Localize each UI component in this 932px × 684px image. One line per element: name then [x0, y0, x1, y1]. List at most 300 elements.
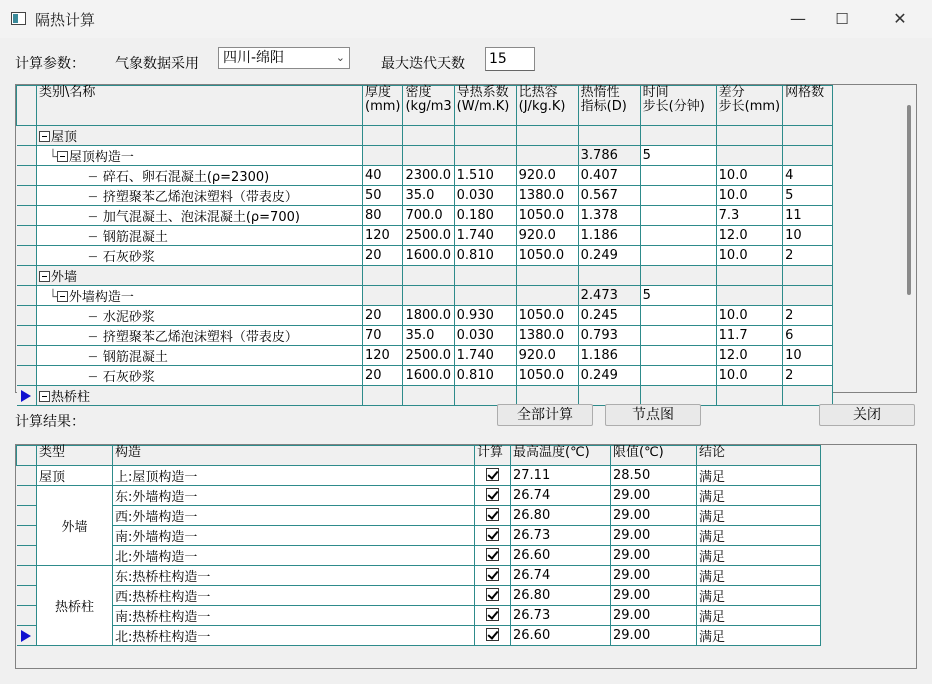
tree-connector-icon: ─: [89, 250, 97, 265]
row-selector[interactable]: [17, 226, 37, 246]
layer-value-cell[interactable]: 1380.0: [516, 186, 578, 206]
layer-value-cell[interactable]: 2500.0: [403, 226, 454, 246]
layer-value-cell[interactable]: 1050.0: [516, 366, 578, 386]
result-calc-cell[interactable]: [475, 566, 511, 586]
layer-name-cell[interactable]: [37, 126, 363, 146]
row-selector[interactable]: [17, 306, 37, 326]
layer-value-cell[interactable]: 0.930: [454, 306, 516, 326]
result-conclusion-cell[interactable]: 满足: [697, 626, 821, 646]
result-calc-cell[interactable]: [475, 466, 511, 486]
collapse-toggle-icon[interactable]: [57, 151, 68, 162]
layer-value-cell[interactable]: 0.180: [454, 206, 516, 226]
layer-value-cell[interactable]: 2: [783, 246, 833, 266]
layer-row[interactable]: [17, 266, 833, 286]
tree-connector-icon: └: [49, 150, 57, 165]
result-conclusion-cell[interactable]: 满足: [697, 466, 821, 486]
result-construct-cell[interactable]: 东:热桥柱构造一: [113, 566, 475, 586]
layer-name: 石灰砂浆: [102, 250, 155, 265]
layer-value-cell[interactable]: 5: [783, 186, 833, 206]
layer-value-cell[interactable]: [783, 286, 833, 306]
layer-value-cell[interactable]: 1050.0: [516, 206, 578, 226]
row-selector[interactable]: [17, 266, 37, 286]
row-selector[interactable]: [17, 526, 37, 546]
layer-value-cell[interactable]: 70: [363, 326, 403, 346]
layer-value-cell[interactable]: [783, 386, 833, 406]
layer-value-cell[interactable]: [454, 286, 516, 306]
row-selector[interactable]: [17, 586, 37, 606]
minimize-button[interactable]: —: [790, 9, 806, 28]
result-construct-cell[interactable]: 西:外墙构造一: [113, 506, 475, 526]
result-conclusion-cell[interactable]: 满足: [697, 506, 821, 526]
result-limit-cell[interactable]: 29.00: [611, 626, 697, 646]
layer-value-cell[interactable]: 120: [363, 346, 403, 366]
layer-value-cell[interactable]: 0.030: [454, 186, 516, 206]
layers-col-header[interactable]: [37, 86, 363, 126]
layer-value-cell[interactable]: [716, 386, 782, 406]
layer-value-cell[interactable]: 2: [783, 366, 833, 386]
calc-checkbox[interactable]: [486, 588, 499, 601]
row-selector[interactable]: [17, 346, 37, 366]
result-type-cell[interactable]: 屋顶: [37, 466, 113, 486]
layer-name: 加气混凝土、泡沫混凝土(ρ=700): [102, 210, 300, 225]
max-days-input[interactable]: 15: [485, 47, 535, 71]
layer-name: 屋顶构造一: [68, 150, 134, 165]
current-row-pointer-icon: [21, 390, 31, 402]
calc-checkbox[interactable]: [486, 488, 499, 501]
layer-value-cell[interactable]: 1.740: [454, 346, 516, 366]
layer-value-cell[interactable]: [363, 266, 403, 286]
layer-name: 水泥砂浆: [102, 310, 155, 325]
results-col-header[interactable]: 限值(℃): [611, 446, 697, 466]
calc-checkbox[interactable]: [486, 608, 499, 621]
params-label: 计算参数：: [15, 56, 85, 72]
result-conclusion-cell[interactable]: 满足: [697, 546, 821, 566]
result-limit-cell[interactable]: 29.00: [611, 506, 697, 526]
results-header-row: [17, 446, 821, 466]
row-selector[interactable]: [17, 506, 37, 526]
layer-value-cell[interactable]: [516, 146, 578, 166]
layer-value-cell[interactable]: 1050.0: [516, 246, 578, 266]
layer-value-cell[interactable]: 20: [363, 306, 403, 326]
current-row-pointer-icon: [21, 630, 31, 642]
layers-col-header[interactable]: [783, 86, 833, 126]
layer-value-cell[interactable]: [640, 206, 716, 226]
layers-scrollbar[interactable]: [901, 85, 916, 392]
layer-name-cell[interactable]: [37, 366, 363, 386]
result-row[interactable]: [17, 626, 821, 646]
layer-value-cell[interactable]: [640, 326, 716, 346]
layer-value-cell[interactable]: 1600.0: [403, 366, 454, 386]
calc-checkbox[interactable]: [486, 468, 499, 481]
result-limit-cell[interactable]: 29.00: [611, 566, 697, 586]
col-header-line1: 热惰性: [580, 85, 620, 100]
weather-select-value: 四川-绵阳: [223, 50, 285, 66]
layer-name-cell[interactable]: [37, 166, 363, 186]
layer-value-cell[interactable]: [516, 386, 578, 406]
collapse-toggle-icon[interactable]: [57, 291, 68, 302]
result-calc-cell[interactable]: [475, 506, 511, 526]
col-header-line2: 指标(D): [580, 99, 627, 114]
layer-value-cell[interactable]: 1.510: [454, 166, 516, 186]
layer-value-cell[interactable]: 10.0: [716, 246, 782, 266]
row-selector[interactable]: [17, 326, 37, 346]
layer-value-cell[interactable]: [403, 146, 454, 166]
layer-row[interactable]: [17, 146, 833, 166]
result-limit-cell[interactable]: 29.00: [611, 546, 697, 566]
layer-value-cell[interactable]: 1800.0: [403, 306, 454, 326]
layer-value-cell[interactable]: 0.030: [454, 326, 516, 346]
result-limit-cell[interactable]: 29.00: [611, 526, 697, 546]
layer-value-cell[interactable]: [640, 246, 716, 266]
layer-value-cell[interactable]: [716, 126, 782, 146]
layer-name: 挤塑聚苯乙烯泡沫塑料（带表皮）: [102, 190, 298, 205]
tree-connector-icon: └: [49, 290, 57, 305]
maximize-button[interactable]: ☐: [835, 10, 849, 28]
layer-value-cell[interactable]: 12.0: [716, 346, 782, 366]
layer-value-cell[interactable]: 4: [783, 166, 833, 186]
result-max-temp-cell[interactable]: 26.74: [511, 486, 611, 506]
layer-value-cell[interactable]: [640, 306, 716, 326]
layer-value-cell[interactable]: [640, 226, 716, 246]
result-type-cell[interactable]: 热桥柱: [37, 566, 113, 646]
layer-name-cell[interactable]: [37, 346, 363, 366]
weather-select[interactable]: [218, 47, 350, 69]
layer-value-cell[interactable]: 920.0: [516, 346, 578, 366]
layer-value-cell[interactable]: [363, 146, 403, 166]
layer-value-cell[interactable]: [716, 266, 782, 286]
result-max-temp-cell[interactable]: 26.80: [511, 506, 611, 526]
layer-value-cell[interactable]: 80: [363, 206, 403, 226]
layer-value-cell[interactable]: 2: [783, 306, 833, 326]
col-header-line1: 厚度: [365, 85, 392, 100]
layer-value-cell[interactable]: [640, 266, 716, 286]
layer-value-cell[interactable]: 1380.0: [516, 326, 578, 346]
layer-value-cell[interactable]: 40: [363, 166, 403, 186]
layer-value-cell[interactable]: 0.810: [454, 366, 516, 386]
row-selector[interactable]: [17, 566, 37, 586]
layer-value-cell[interactable]: [783, 126, 833, 146]
layer-value-cell[interactable]: 5: [640, 286, 716, 306]
layer-value-cell[interactable]: [516, 286, 578, 306]
layer-value-cell[interactable]: 35.0: [403, 326, 454, 346]
col-header-line1: 导热系数: [456, 85, 509, 100]
layer-value-cell[interactable]: 0.793: [578, 326, 640, 346]
layers-col-header[interactable]: [716, 86, 782, 126]
layer-value-cell[interactable]: 0.249: [578, 246, 640, 266]
row-selector-header: [17, 446, 37, 466]
layer-value-cell[interactable]: 10.0: [716, 366, 782, 386]
layer-value-cell[interactable]: 1.186: [578, 226, 640, 246]
layer-value-cell[interactable]: [454, 386, 516, 406]
result-limit-cell[interactable]: 29.00: [611, 586, 697, 606]
layers-header-row: [17, 86, 833, 126]
col-header-line1: 差分: [718, 85, 745, 100]
layer-value-cell[interactable]: 2300.0: [403, 166, 454, 186]
row-selector[interactable]: [17, 126, 37, 146]
layer-value-cell[interactable]: 10: [783, 226, 833, 246]
layer-value-cell[interactable]: 1050.0: [516, 306, 578, 326]
layer-value-cell[interactable]: [363, 286, 403, 306]
layer-name-cell[interactable]: [37, 186, 363, 206]
layer-row[interactable]: [17, 206, 833, 226]
results-grid[interactable]: [15, 444, 917, 669]
layer-row[interactable]: [17, 386, 833, 406]
layer-value-cell[interactable]: 1600.0: [403, 246, 454, 266]
result-construct-cell[interactable]: 南:外墙构造一: [113, 526, 475, 546]
result-construct-cell[interactable]: 上:屋顶构造一: [113, 466, 475, 486]
layer-name: 外墙: [51, 270, 78, 285]
row-selector[interactable]: [17, 606, 37, 626]
layer-value-cell[interactable]: 10: [783, 346, 833, 366]
layer-value-cell[interactable]: 12.0: [716, 226, 782, 246]
layer-value-cell[interactable]: 2.473: [578, 286, 640, 306]
result-max-temp-cell[interactable]: 26.60: [511, 546, 611, 566]
row-selector[interactable]: [17, 486, 37, 506]
layer-value-cell[interactable]: 20: [363, 246, 403, 266]
layer-value-cell[interactable]: [578, 386, 640, 406]
result-max-temp-cell[interactable]: 26.60: [511, 626, 611, 646]
results-body: [17, 466, 821, 646]
row-selector[interactable]: [17, 206, 37, 226]
layer-value-cell[interactable]: [783, 146, 833, 166]
result-row[interactable]: [17, 546, 821, 566]
row-selector[interactable]: [17, 286, 37, 306]
layer-name-cell[interactable]: [37, 146, 363, 166]
layer-value-cell[interactable]: [363, 126, 403, 146]
layer-row[interactable]: [17, 226, 833, 246]
layer-value-cell[interactable]: [640, 386, 716, 406]
layer-value-cell[interactable]: 700.0: [403, 206, 454, 226]
layer-value-cell[interactable]: 5: [640, 146, 716, 166]
layer-value-cell[interactable]: [454, 146, 516, 166]
layer-name: 碎石、卵石混凝土(ρ=2300): [102, 170, 270, 185]
layer-value-cell[interactable]: [640, 126, 716, 146]
result-row[interactable]: [17, 586, 821, 606]
layer-value-cell[interactable]: [363, 386, 403, 406]
calc-checkbox[interactable]: [486, 568, 499, 581]
row-selector[interactable]: [17, 246, 37, 266]
layer-name-cell[interactable]: [37, 206, 363, 226]
layer-name-cell[interactable]: [37, 326, 363, 346]
layer-value-cell[interactable]: 0.249: [578, 366, 640, 386]
result-row[interactable]: [17, 526, 821, 546]
result-conclusion-cell[interactable]: 满足: [697, 486, 821, 506]
layer-name-cell[interactable]: [37, 266, 363, 286]
layer-value-cell[interactable]: [640, 166, 716, 186]
layer-row[interactable]: [17, 246, 833, 266]
layer-value-cell[interactable]: [403, 386, 454, 406]
result-construct-cell[interactable]: 北:外墙构造一: [113, 546, 475, 566]
layer-name-cell[interactable]: [37, 286, 363, 306]
layer-value-cell[interactable]: 3.786: [578, 146, 640, 166]
layer-value-cell[interactable]: 50: [363, 186, 403, 206]
layer-value-cell[interactable]: 920.0: [516, 226, 578, 246]
result-row[interactable]: [17, 486, 821, 506]
layer-value-cell[interactable]: 11: [783, 206, 833, 226]
layer-value-cell[interactable]: [716, 286, 782, 306]
layer-value-cell[interactable]: 20: [363, 366, 403, 386]
result-construct-cell[interactable]: 北:热桥柱构造一: [113, 626, 475, 646]
layer-row[interactable]: [17, 286, 833, 306]
result-construct-cell[interactable]: 东:外墙构造一: [113, 486, 475, 506]
row-selector[interactable]: [17, 146, 37, 166]
col-header-line1: 网格数: [785, 85, 825, 100]
tree-connector-icon: ─: [89, 370, 97, 385]
layer-name-cell[interactable]: [37, 246, 363, 266]
col-header-line2: (mm): [365, 99, 401, 114]
layer-row[interactable]: [17, 346, 833, 366]
result-conclusion-cell[interactable]: 满足: [697, 586, 821, 606]
results-col-header[interactable]: 结论: [697, 446, 821, 466]
result-max-temp-cell[interactable]: 26.73: [511, 606, 611, 626]
layer-value-cell[interactable]: [578, 126, 640, 146]
layer-value-cell[interactable]: [403, 286, 454, 306]
layer-value-cell[interactable]: 0.810: [454, 246, 516, 266]
layer-value-cell[interactable]: 1.740: [454, 226, 516, 246]
col-header-line1: 密度: [405, 85, 432, 100]
layer-row[interactable]: [17, 186, 833, 206]
layer-value-cell[interactable]: 1.186: [578, 346, 640, 366]
calc-checkbox[interactable]: [486, 548, 499, 561]
result-limit-cell[interactable]: 28.50: [611, 466, 697, 486]
calc-checkbox[interactable]: [486, 628, 499, 641]
layer-value-cell[interactable]: [783, 266, 833, 286]
layers-col-header[interactable]: [640, 86, 716, 126]
layer-value-cell[interactable]: 1.378: [578, 206, 640, 226]
result-row[interactable]: [17, 566, 821, 586]
result-construct-cell[interactable]: 南:热桥柱构造一: [113, 606, 475, 626]
layer-value-cell[interactable]: [403, 266, 454, 286]
layer-value-cell[interactable]: 920.0: [516, 166, 578, 186]
layers-col-header[interactable]: [454, 86, 516, 126]
layer-value-cell[interactable]: [454, 126, 516, 146]
result-calc-cell[interactable]: [475, 526, 511, 546]
layers-col-header[interactable]: [578, 86, 640, 126]
layers-scroll-thumb[interactable]: [907, 105, 911, 295]
layer-row[interactable]: [17, 366, 833, 386]
layer-name: 挤塑聚苯乙烯泡沫塑料（带表皮）: [102, 330, 298, 345]
layer-value-cell[interactable]: 6: [783, 326, 833, 346]
layer-name: 外墙构造一: [68, 290, 134, 305]
layers-col-header[interactable]: [363, 86, 403, 126]
result-calc-cell[interactable]: [475, 546, 511, 566]
calc-checkbox[interactable]: [486, 508, 499, 521]
results-col-header[interactable]: 构造: [113, 446, 475, 466]
layer-value-cell[interactable]: 10.0: [716, 166, 782, 186]
result-max-temp-cell[interactable]: 26.73: [511, 526, 611, 546]
result-row[interactable]: [17, 506, 821, 526]
col-header-line2: (W/m.K): [456, 99, 510, 114]
layer-value-cell[interactable]: [516, 126, 578, 146]
layer-row[interactable]: [17, 126, 833, 146]
result-conclusion-cell[interactable]: 满足: [697, 566, 821, 586]
result-calc-cell[interactable]: [475, 606, 511, 626]
layer-name-cell[interactable]: [37, 306, 363, 326]
result-max-temp-cell[interactable]: 26.80: [511, 586, 611, 606]
layer-value-cell[interactable]: 35.0: [403, 186, 454, 206]
collapse-toggle-icon[interactable]: [39, 271, 50, 282]
result-row[interactable]: [17, 466, 821, 486]
layer-row[interactable]: [17, 166, 833, 186]
result-max-temp-cell[interactable]: 26.74: [511, 566, 611, 586]
layer-value-cell[interactable]: [454, 266, 516, 286]
layer-value-cell[interactable]: [516, 266, 578, 286]
layer-value-cell[interactable]: 11.7: [716, 326, 782, 346]
tree-connector-icon: ─: [89, 170, 97, 185]
layer-value-cell[interactable]: [640, 346, 716, 366]
layer-value-cell[interactable]: 10.0: [716, 186, 782, 206]
result-row[interactable]: [17, 606, 821, 626]
row-selector[interactable]: [17, 386, 37, 406]
tree-connector-icon: ─: [89, 190, 97, 205]
result-construct-cell[interactable]: 西:热桥柱构造一: [113, 586, 475, 606]
layer-value-cell[interactable]: 0.407: [578, 166, 640, 186]
result-calc-cell[interactable]: [475, 486, 511, 506]
results-col-header[interactable]: 最高温度(℃): [511, 446, 611, 466]
calc-all-button[interactable]: 全部计算: [497, 404, 593, 426]
layer-row[interactable]: [17, 326, 833, 346]
layer-value-cell[interactable]: 0.567: [578, 186, 640, 206]
layers-col-header[interactable]: [516, 86, 578, 126]
layer-value-cell[interactable]: [403, 126, 454, 146]
result-conclusion-cell[interactable]: 满足: [697, 526, 821, 546]
results-col-header[interactable]: 计算: [475, 446, 511, 466]
tree-connector-icon: ─: [89, 210, 97, 225]
layer-value-cell[interactable]: [578, 266, 640, 286]
result-limit-cell[interactable]: 29.00: [611, 486, 697, 506]
collapse-toggle-icon[interactable]: [39, 131, 50, 142]
row-selector[interactable]: [17, 626, 37, 646]
app-icon: [11, 12, 26, 25]
result-limit-cell[interactable]: 29.00: [611, 606, 697, 626]
collapse-toggle-icon[interactable]: [39, 391, 50, 402]
col-header-line1: 类别\名称: [39, 85, 96, 100]
row-selector[interactable]: [17, 546, 37, 566]
layer-value-cell[interactable]: 120: [363, 226, 403, 246]
node-chart-button[interactable]: 节点图: [605, 404, 701, 426]
close-button[interactable]: 关闭: [819, 404, 915, 426]
layer-value-cell[interactable]: [716, 146, 782, 166]
layer-value-cell[interactable]: 10.0: [716, 306, 782, 326]
layer-value-cell[interactable]: 0.245: [578, 306, 640, 326]
result-calc-cell[interactable]: [475, 586, 511, 606]
layers-grid[interactable]: [15, 84, 917, 405]
layer-value-cell[interactable]: 2500.0: [403, 346, 454, 366]
layer-name-cell[interactable]: [37, 386, 363, 406]
title-bar: [0, 0, 932, 38]
layer-row[interactable]: [17, 306, 833, 326]
col-header-line2: 步长(mm): [718, 99, 781, 114]
result-conclusion-cell[interactable]: 满足: [697, 606, 821, 626]
row-selector[interactable]: [17, 366, 37, 386]
layer-value-cell[interactable]: [640, 366, 716, 386]
layer-value-cell[interactable]: [640, 186, 716, 206]
row-selector[interactable]: [17, 186, 37, 206]
result-max-temp-cell[interactable]: 27.11: [511, 466, 611, 486]
layer-name-cell[interactable]: [37, 226, 363, 246]
result-calc-cell[interactable]: [475, 626, 511, 646]
row-selector[interactable]: [17, 466, 37, 486]
row-selector[interactable]: [17, 166, 37, 186]
calc-checkbox[interactable]: [486, 528, 499, 541]
result-type-cell[interactable]: 外墙: [37, 486, 113, 566]
results-col-header[interactable]: 类型: [37, 446, 113, 466]
layer-name: 钢筋混凝土: [102, 350, 168, 365]
close-window-button[interactable]: ✕: [893, 9, 907, 28]
tree-connector-icon: ─: [89, 230, 97, 245]
layer-value-cell[interactable]: 7.3: [716, 206, 782, 226]
layers-col-header[interactable]: [403, 86, 454, 126]
